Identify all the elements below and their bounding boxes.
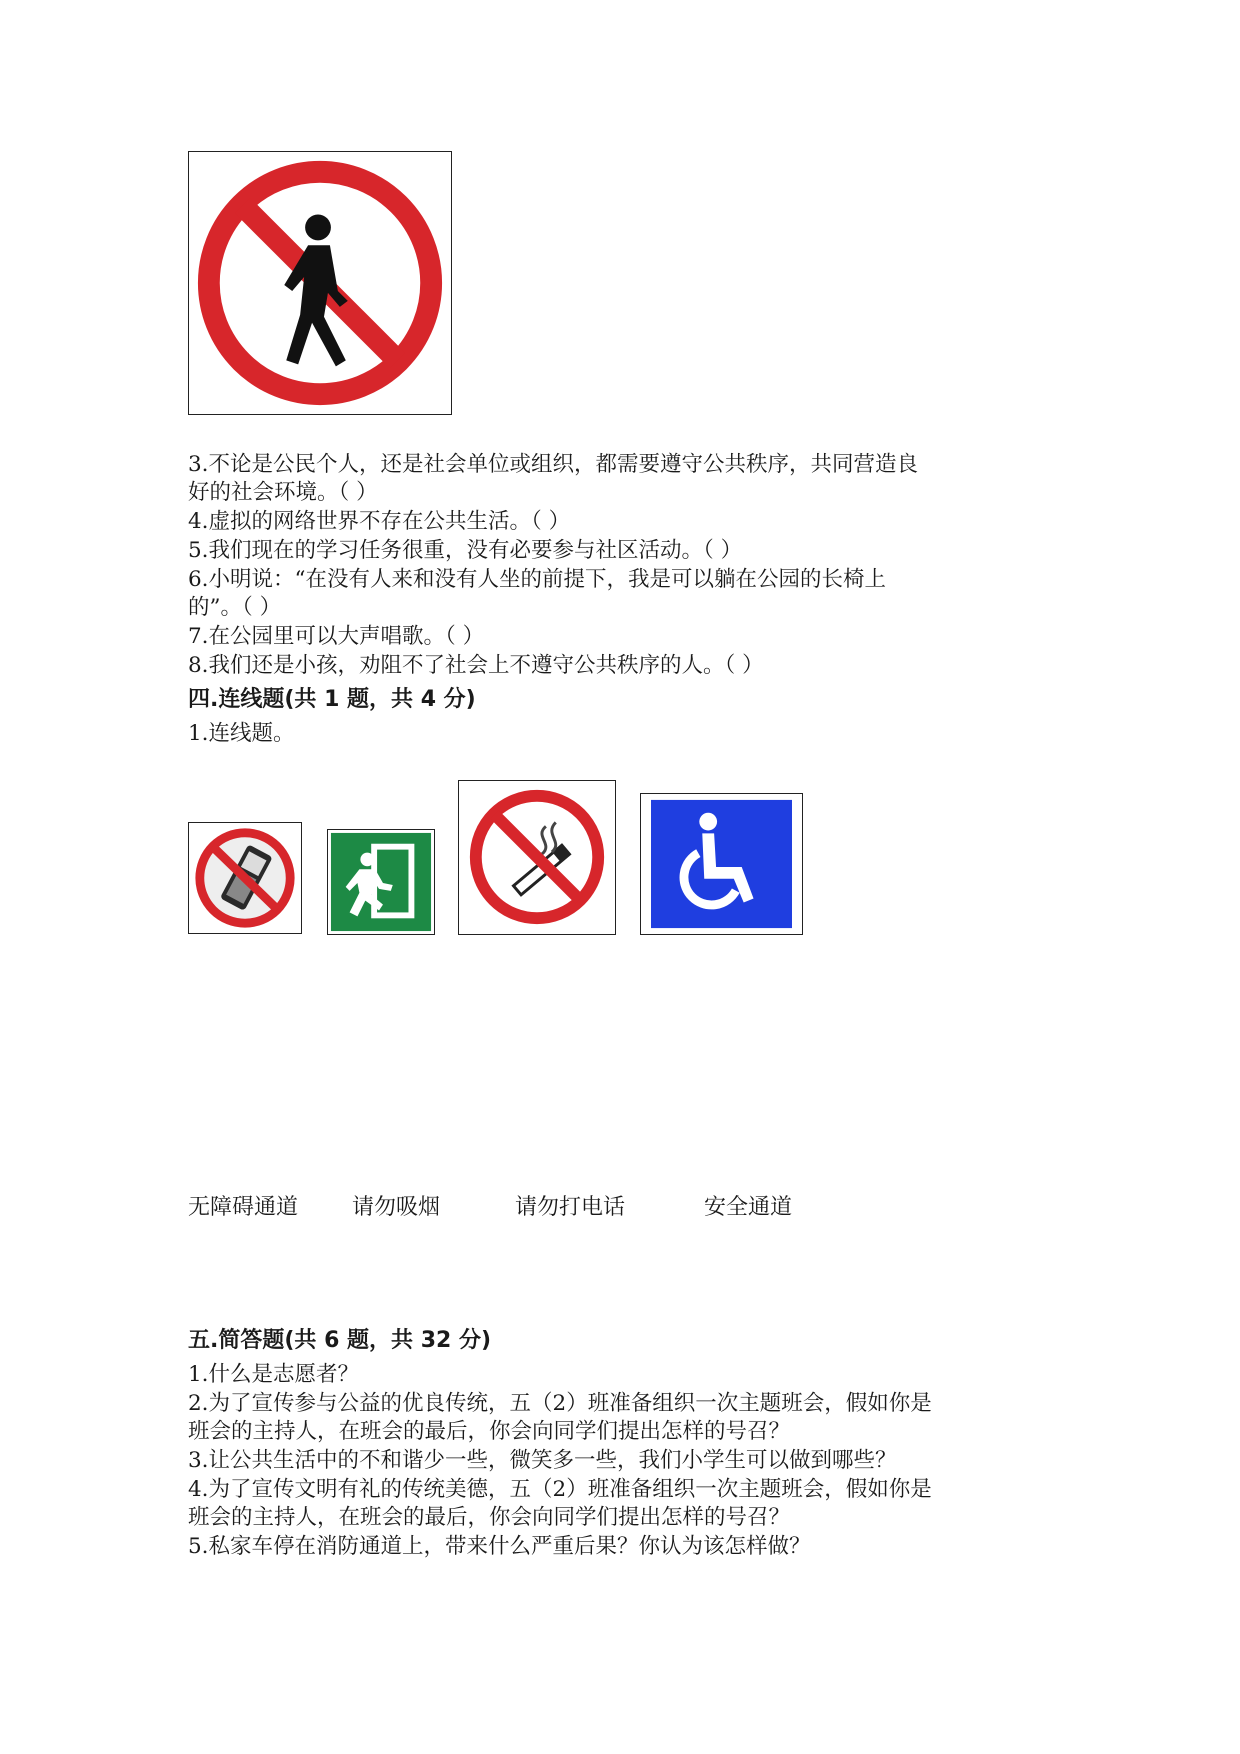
emergency-exit-sign-icon (327, 829, 435, 935)
short-answer-4-line-1: 4.为了宣传文明有礼的传统美德，五（2）班准备组织一次主题班会，假如你是 (188, 1477, 932, 1502)
section-4-heading: 四.连线题(共 1 题，共 4 分) (188, 687, 476, 712)
judgement-item-7: 7.在公园里可以大声唱歌。（ ） (188, 624, 485, 649)
short-answer-1: 1.什么是志愿者？ (188, 1362, 360, 1387)
section-4-question: 1.连线题。 (188, 721, 295, 746)
no-pedestrian-sign-icon (188, 151, 452, 415)
judgement-item-4: 4.虚拟的网络世界不存在公共生活。（ ） (188, 509, 571, 534)
short-answer-2-line-1: 2.为了宣传参与公益的优良传统，五（2）班准备组织一次主题班会，假如你是 (188, 1391, 932, 1416)
judgement-item-6-line-2: 的”。（ ） (188, 595, 282, 620)
judgement-item-3-line-2: 好的社会环境。（ ） (188, 480, 378, 505)
short-answer-5: 5.私家车停在消防通道上，带来什么严重后果？你认为该怎样做？ (188, 1534, 811, 1559)
match-label-no-smoking: 请勿吸烟 (352, 1195, 441, 1220)
section-5-heading: 五.简答题(共 6 题，共 32 分) (188, 1328, 492, 1353)
match-label-exit: 安全通道 (704, 1195, 793, 1220)
judgement-item-6-line-1: 6.小明说：“在没有人来和没有人坐的前提下，我是可以躺在公园的长椅上 (188, 567, 887, 592)
wheelchair-accessible-sign-icon (640, 793, 803, 935)
judgement-item-3-line-1: 3.不论是公民个人，还是社会单位或组织，都需要遵守公共秩序，共同营造良 (188, 452, 919, 477)
short-answer-4-line-2: 班会的主持人，在班会的最后，你会向同学们提出怎样的号召？ (188, 1505, 791, 1530)
no-smoking-sign-icon (458, 780, 616, 935)
match-label-accessible: 无障碍通道 (188, 1195, 299, 1220)
short-answer-2-line-2: 班会的主持人，在班会的最后，你会向同学们提出怎样的号召？ (188, 1419, 791, 1444)
short-answer-3: 3.让公共生活中的不和谐少一些，微笑多一些，我们小学生可以做到哪些？ (188, 1448, 897, 1473)
judgement-item-5: 5.我们现在的学习任务很重，没有必要参与社区活动。（ ） (188, 538, 743, 563)
no-phone-sign-icon (188, 822, 302, 934)
match-label-no-phone: 请勿打电话 (515, 1195, 626, 1220)
judgement-item-8: 8.我们还是小孩，劝阻不了社会上不遵守公共秩序的人。（ ） (188, 653, 764, 678)
